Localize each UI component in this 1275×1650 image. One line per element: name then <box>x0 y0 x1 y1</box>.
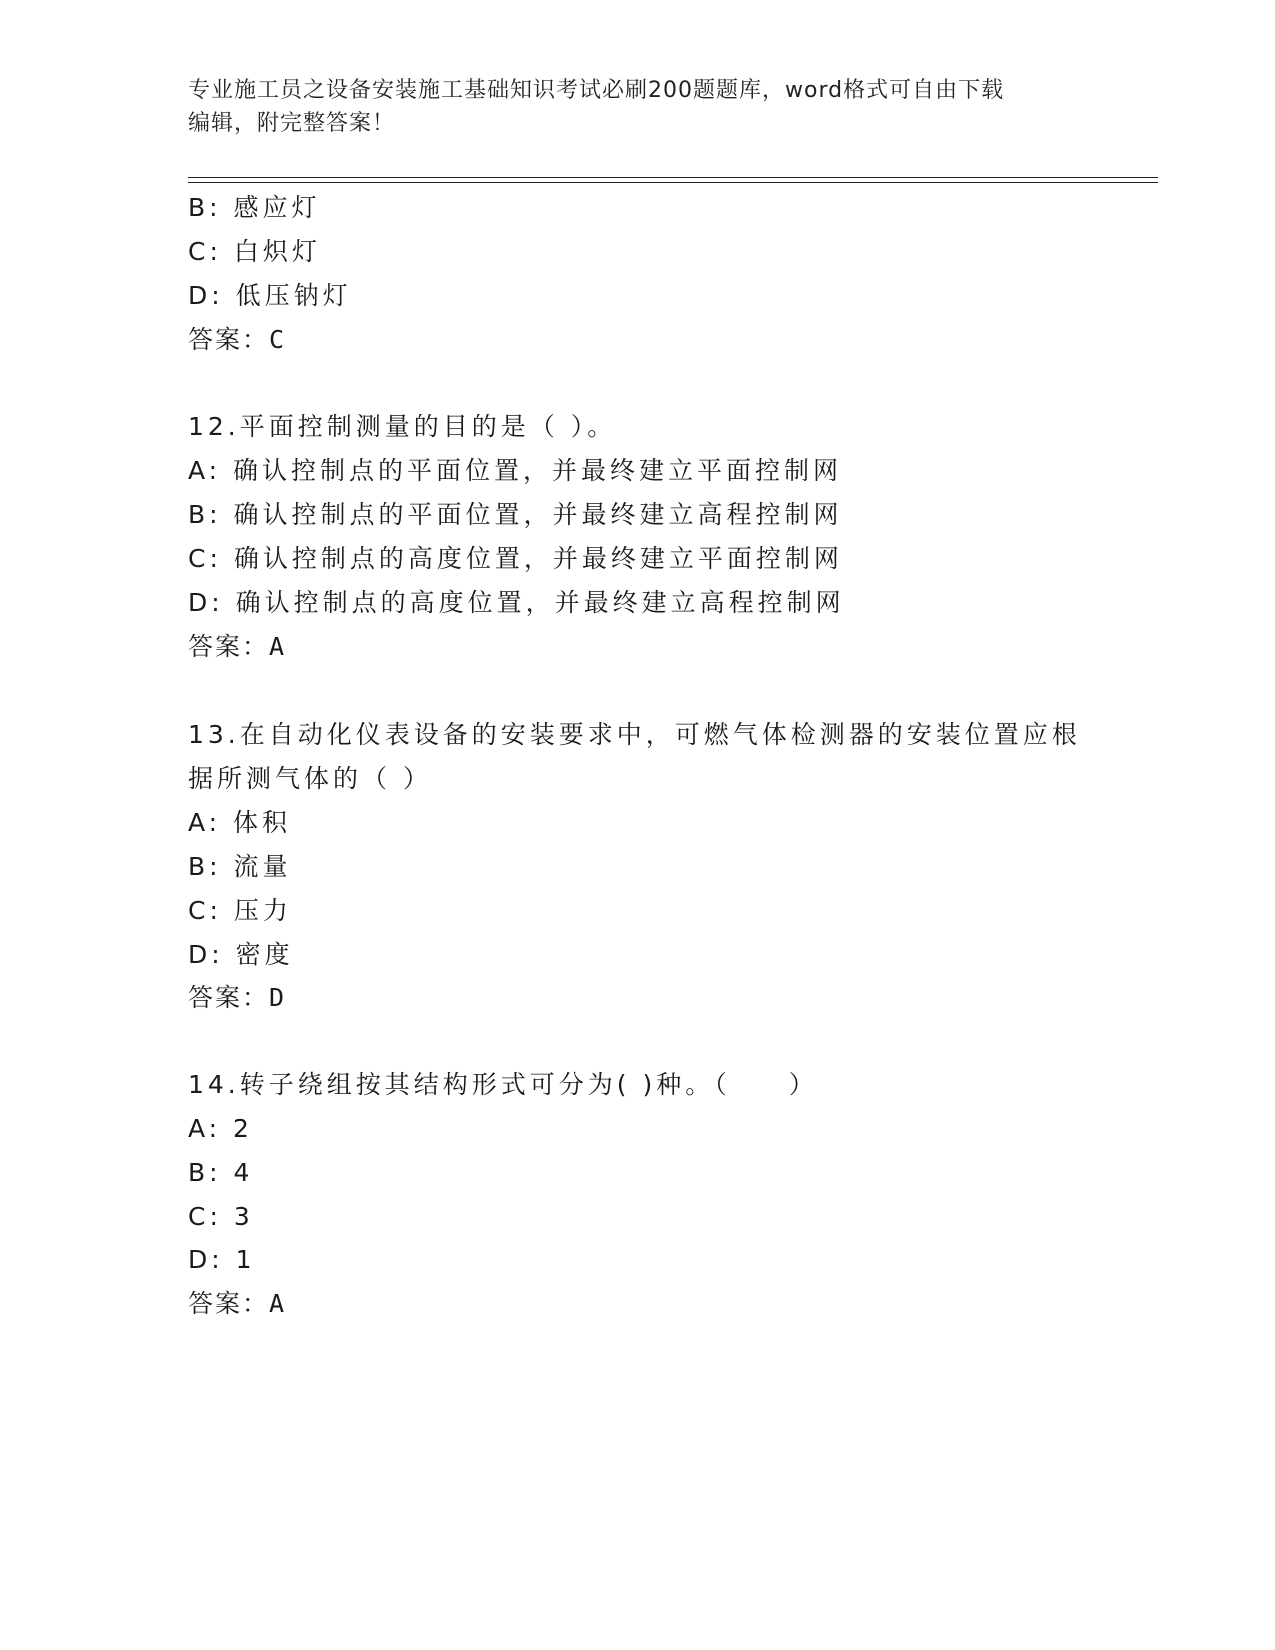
q14-answer-label: 答案： <box>188 1289 270 1318</box>
header-divider-top <box>188 177 1158 178</box>
q13-stem-line-1: 13.在自动化仪表设备的安装要求中，可燃气体检测器的安装位置应根 <box>188 720 1081 749</box>
q12-answer-label: 答案： <box>188 632 270 661</box>
q13-answer <box>188 981 286 1015</box>
q14-option-d: D: 1 <box>188 1245 256 1274</box>
q13-option-c: C: 压力 <box>188 896 292 925</box>
q12-option-b: B: 确认控制点的平面位置，并最终建立高程控制网 <box>188 500 843 529</box>
q13-option-d: D: 密度 <box>188 940 294 969</box>
q14-option-c: C: 3 <box>188 1202 254 1231</box>
q14-stem: 14.转子绕组按其结构形式可分为( )种。（ ） <box>188 1070 818 1099</box>
header-divider-bottom <box>188 182 1158 183</box>
q13-stem-line-2: 据所测气体的（ ） <box>188 764 432 793</box>
q14-answer <box>188 1287 286 1321</box>
q11-answer <box>188 323 286 357</box>
header-title-line-2: 编辑，附完整答案！ <box>188 111 396 136</box>
q11-answer-value: C <box>269 325 287 354</box>
q14-option-a: A: 2 <box>188 1114 253 1143</box>
header-title-line-1: 专业施工员之设备安装施工基础知识考试必刷200题题库，word格式可自由下载 <box>188 78 1005 103</box>
q11-option-b: B: 感应灯 <box>188 193 321 222</box>
q12-answer-value: A <box>269 632 287 661</box>
q12-option-d: D: 确认控制点的高度位置，并最终建立高程控制网 <box>188 588 845 617</box>
q12-stem: 12.平面控制测量的目的是（ ）。 <box>188 412 617 441</box>
q13-answer-label: 答案： <box>188 983 270 1012</box>
q11-answer-label: 答案： <box>188 325 270 354</box>
q12-answer <box>188 630 286 664</box>
q14-option-b: B: 4 <box>188 1158 254 1187</box>
q11-option-d: D: 低压钠灯 <box>188 281 352 310</box>
document-header <box>188 74 1088 140</box>
q14-answer-value: A <box>269 1289 287 1318</box>
q11-option-c: C: 白炽灯 <box>188 237 321 266</box>
q13-option-b: B: 流量 <box>188 852 292 881</box>
q13-option-a: A: 体积 <box>188 808 292 837</box>
q13-answer-value: D <box>269 983 287 1012</box>
q12-option-c: C: 确认控制点的高度位置，并最终建立平面控制网 <box>188 544 843 573</box>
q12-option-a: A: 确认控制点的平面位置，并最终建立平面控制网 <box>188 456 843 485</box>
